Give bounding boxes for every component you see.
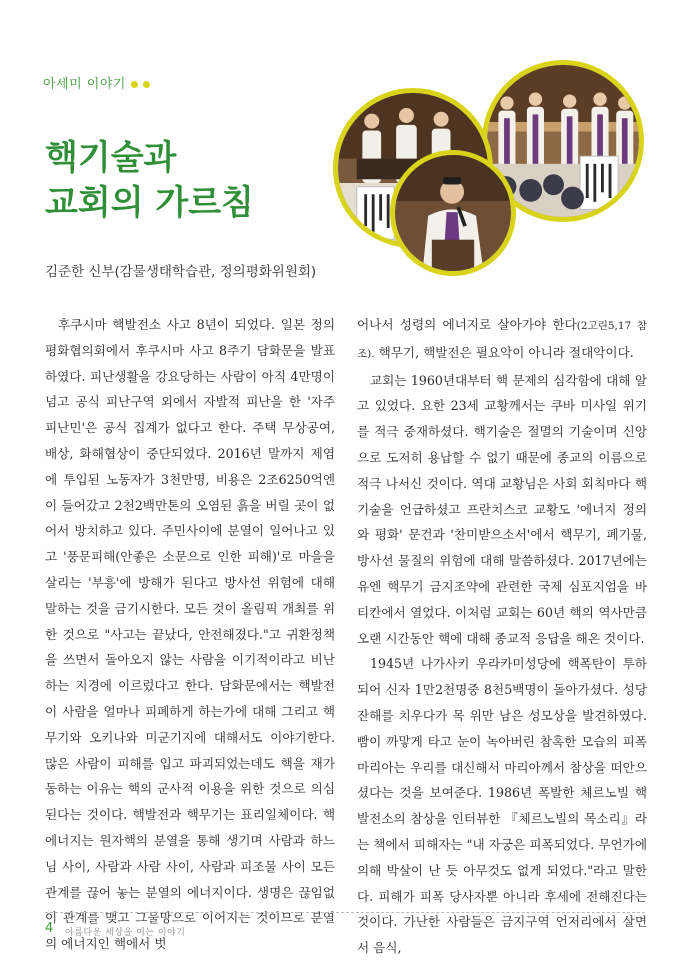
priest-speaking-photo — [390, 150, 516, 276]
scripture-reference: (2고린5,17 참조). — [357, 320, 647, 360]
footer-divider — [45, 912, 645, 913]
paragraph: 1945년 나가사키 우라카미성당에 핵폭탄이 투하되어 신자 1만2천명중 8천5백명이 돌아가셨다. 성당 잔해를 치우다가 목 위만 남은 성모상을 발견하였다. 빰이 까맣게 타고 눈이 녹아버린 참혹한 모습의 피폭 마리아는 우리를 대신해서 마리아께서 참상을 떠안으셨다는 것을 보여준다. 1986년 폭발한 체르노빌 핵발전소의 참상을 인터뷰한 『체르노빌의 목소리』라는 책에서 피해자는 "내 자궁은 피폭되었다. 무언가에 의해 박살이 난 듯 아무것도 없게 되었다."라고 말한다. 피해가 피폭 당사자뿐 아니라 후세에 전해진다는 것이다. 가난한 사람들은 금지구역 언저리에서 살면서 음식, — [357, 656, 647, 956]
article-title — [45, 136, 254, 226]
body-column-right — [357, 312, 647, 961]
dot-icon — [143, 81, 150, 88]
author-byline: 김준한 신부(감물생태학습관, 정의평화위원회) — [45, 264, 317, 280]
paragraph: 교회는 1960년대부터 핵 문제의 심각함에 대해 알고 있었다. 요한 23세 교황께서는 쿠바 미사일 위기를 적극 중재하셨다. 핵기술은 절멸의 기술이며 신앙으로 도저히 용납할 수 없기 때문에 종교의 이름으로 적극 나서신 것이다. 역대 교황님은 사회 회칙마다 핵기술을 언급하셨고 프란치스코 교황도 '에너지 정의와 평화' 문건과 '찬미받으소서'에서 핵무기, 폐기물, 방사선 물질의 위험에 대해 말씀하셨다. 2017년에는 유엔 핵무기 금지조약에 관련한 국제 심포지엄을 바티칸에서 열었다. 이처럼 교회는 60년 핵의 역사만큼 오랜 시간동안 핵에 대해 종교적 응답을 해온 것이다. — [357, 372, 647, 646]
page-number: 4 — [45, 921, 54, 936]
paragraph — [357, 312, 647, 368]
priest-speaking-icon — [395, 155, 511, 271]
magazine-name: 아름다운 세상을 여는 이야기 — [65, 928, 186, 938]
dot-icon — [131, 81, 138, 88]
section-label-text: 아세미 이야기 — [43, 77, 126, 92]
body-column-left — [45, 312, 335, 957]
section-label — [43, 73, 150, 92]
paragraph-text: 어나서 성령의 에너지로 살아가야 한다 — [357, 317, 577, 332]
paragraph: 후쿠시마 핵발전소 사고 8년이 되었다. 일본 정의평화협의회에서 후쿠시마 사고 8주기 담화문을 발표하였다. 피난생활을 강요당하는 사람이 아직 4만명이 넘고 공식 피난구역 외에서 자발적 피난을 한 '자주 피난민'은 공식 집계가 없다고 한다. 주택 무상공여, 배상, 화해협상이 중단되었다. 2016년 말까지 제염에 투입된 노동자가 3천만명, 비용은 2조6250억엔이 들어갔고 2천2백만톤의 오염된 흙을 버릴 곳이 없어서 방치하고 있다. 주민사이에 분열이 일어나고 있고 '풍문피해(안좋은 소문으로 인한 피해)'로 마을을 살리는 '부흥'에 방해가 된다고 방사선 위험에 대해 말하는 것을 금기시한다. 모든 것이 올림픽 개최를 위한 것으로 "사고는 끝났다, 안전해졌다."고 귀환정책을 쓰면서 돌아오지 않는 사람을 이기적이라고 비난하는 지경에 이르렀다고 한다. 담화문에서는 핵발전이 사람을 얼마나 피폐하게 하는가에 대해 그리고 핵무기와 오키나와 미군기지에 대해서도 이야기한다. 많은 사람이 피해를 입고 파괴되었는데도 핵을 재가동하는 이유는 핵의 군사적 이용을 위한 것으로 의심된다는 것이다. 핵발전과 핵무기는 표리일체이다. 핵에너지는 원자핵의 분열을 통해 생기며 사람과 하느님 사이, 사람과 사람 사이, 사람과 피조물 사이 모든 관계를 끊어 놓는 분열의 에너지이다. 생명은 끊임없이 관계를 맺고 그물망으로 이어지는 것이므로 분열의 에너지인 핵에서 벗 — [45, 317, 335, 952]
title-line-2: 교회의 가르침 — [45, 183, 254, 223]
title-line-1: 핵기술과 — [45, 138, 177, 178]
paragraph-text: 핵무기, 핵발전은 필요악이 아니라 절대악이다. — [374, 344, 634, 360]
